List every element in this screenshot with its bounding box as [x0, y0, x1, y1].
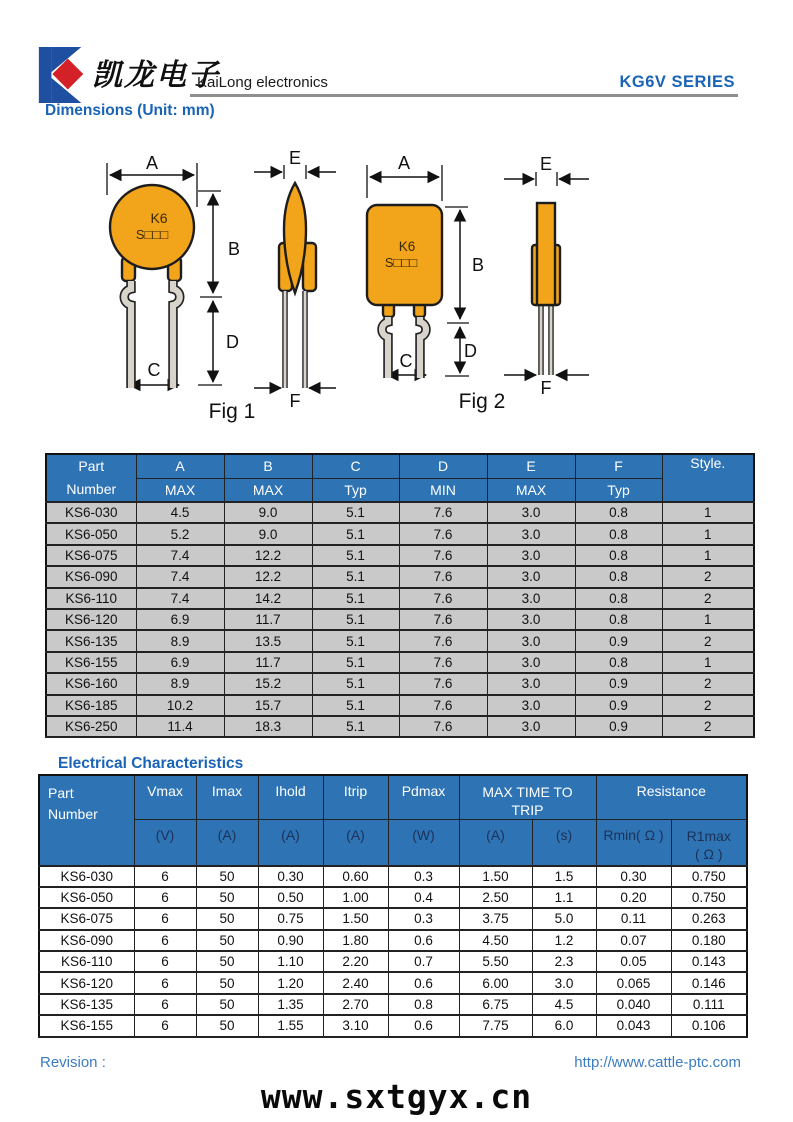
table-row	[39, 1015, 747, 1036]
dimensions-table	[45, 453, 755, 738]
value-cell-f: 0.9	[575, 630, 662, 651]
vmax-cell: 6	[134, 994, 196, 1015]
style-cell: 2	[662, 566, 754, 587]
value-cell-c: 5.1	[312, 588, 399, 609]
value-cell-a: 10.2	[136, 695, 224, 716]
value-cell-e: 3.0	[487, 545, 575, 566]
trip-current-cell: 5.50	[459, 951, 532, 972]
dimensions-table-header	[46, 454, 754, 502]
value-cell-d: 7.6	[399, 716, 487, 737]
unit-trip-time: (s)	[532, 820, 596, 866]
part-number-cell: KS6-185	[46, 695, 136, 716]
part-number-cell: KS6-120	[39, 972, 134, 993]
fig1-front-view	[110, 185, 194, 388]
trip-time-cell: 3.0	[532, 972, 596, 993]
imax-cell: 50	[196, 866, 258, 887]
rmin-cell: 0.05	[596, 951, 671, 972]
value-cell-b: 11.7	[224, 652, 312, 673]
style-cell: 2	[662, 716, 754, 737]
style-cell: 1	[662, 652, 754, 673]
part-number-cell: KS6-160	[46, 673, 136, 694]
value-cell-d: 7.6	[399, 652, 487, 673]
r1max-cell: 0.750	[671, 866, 747, 887]
value-cell-a: 4.5	[136, 502, 224, 523]
part-number-cell: KS6-075	[39, 908, 134, 929]
imax-cell: 50	[196, 887, 258, 908]
part-number-cell: KS6-135	[39, 994, 134, 1015]
fig1-dim-label-c: C	[147, 360, 161, 380]
col-header-itrip: Itrip	[323, 775, 388, 820]
limit-header-a: MAX	[136, 478, 224, 502]
style-cell: 1	[662, 523, 754, 544]
company-name-chinese: 凯龙电子	[92, 59, 220, 92]
style-cell: 2	[662, 673, 754, 694]
value-cell-d: 7.6	[399, 695, 487, 716]
part-number-header	[46, 454, 136, 502]
value-cell-d: 7.6	[399, 609, 487, 630]
electrical-table-header	[39, 775, 747, 866]
company-name-english: KaiLong electronics	[197, 74, 328, 91]
value-cell-a: 8.9	[136, 630, 224, 651]
part-number-cell: KS6-155	[46, 652, 136, 673]
value-cell-f: 0.8	[575, 609, 662, 630]
part-number-cell: KS6-050	[39, 887, 134, 908]
value-cell-e: 3.0	[487, 588, 575, 609]
pdmax-cell: 0.6	[388, 930, 459, 951]
series-title: KG6V SERIES	[619, 73, 735, 91]
company-logo	[38, 47, 88, 103]
part-number-cell: KS6-050	[46, 523, 136, 544]
col-header-imax: Imax	[196, 775, 258, 820]
trip-time-cell: 2.3	[532, 951, 596, 972]
value-cell-a: 7.4	[136, 545, 224, 566]
watermark-text: www.sxtgyx.cn	[260, 1077, 533, 1116]
fig2-dim-label-c: C	[399, 351, 413, 371]
value-cell-c: 5.1	[312, 716, 399, 737]
col-header-c: C	[312, 454, 399, 478]
vmax-cell: 6	[134, 908, 196, 929]
col-header-e: E	[487, 454, 575, 478]
itrip-cell: 3.10	[323, 1015, 388, 1036]
col-header-pdmax: Pdmax	[388, 775, 459, 820]
value-cell-b: 18.3	[224, 716, 312, 737]
trip-current-cell: 4.50	[459, 930, 532, 951]
itrip-cell: 1.80	[323, 930, 388, 951]
fig2-dim-label-a: A	[397, 153, 411, 173]
fig1	[107, 148, 336, 423]
part-number-cell: KS6-120	[46, 609, 136, 630]
rmin-cell: 0.043	[596, 1015, 671, 1036]
value-cell-a: 11.4	[136, 716, 224, 737]
table-row	[46, 630, 754, 651]
col-header-a: A	[136, 454, 224, 478]
part-number-cell: KS6-030	[39, 866, 134, 887]
trip-header	[459, 775, 596, 820]
limit-header-f: Typ	[575, 478, 662, 502]
pdmax-cell: 0.4	[388, 887, 459, 908]
part-number-cell: KS6-090	[39, 930, 134, 951]
vmax-cell: 6	[134, 951, 196, 972]
trip-header-line2: TRIP	[511, 802, 544, 818]
ihold-cell: 1.10	[258, 951, 323, 972]
col-header-ihold: Ihold	[258, 775, 323, 820]
table-row	[46, 502, 754, 523]
table-row	[39, 994, 747, 1015]
rmin-cell: 0.20	[596, 887, 671, 908]
itrip-cell: 2.40	[323, 972, 388, 993]
side-upper-body	[537, 203, 555, 305]
unit-vmax: (V)	[134, 820, 196, 866]
imax-cell: 50	[196, 972, 258, 993]
dimensions-figure	[0, 145, 793, 445]
value-cell-a: 6.9	[136, 609, 224, 630]
table-row	[46, 652, 754, 673]
itrip-cell: 0.60	[323, 866, 388, 887]
value-cell-b: 12.2	[224, 545, 312, 566]
pdmax-cell: 0.7	[388, 951, 459, 972]
fig1-dim-label-f: F	[289, 391, 301, 411]
col-header-d: D	[399, 454, 487, 478]
r1max-header-line1: R1max	[686, 828, 731, 844]
value-cell-c: 5.1	[312, 545, 399, 566]
table-row	[39, 972, 747, 993]
itrip-cell: 1.50	[323, 908, 388, 929]
value-cell-b: 11.7	[224, 609, 312, 630]
limit-header-d: MIN	[399, 478, 487, 502]
imax-cell: 50	[196, 994, 258, 1015]
value-cell-f: 0.9	[575, 673, 662, 694]
table-row	[46, 566, 754, 587]
table-row	[46, 545, 754, 566]
part-number-cell: KS6-030	[46, 502, 136, 523]
ihold-cell: 1.35	[258, 994, 323, 1015]
table-row	[39, 887, 747, 908]
value-cell-e: 3.0	[487, 716, 575, 737]
part-number-header	[39, 775, 134, 866]
col-header-f: F	[575, 454, 662, 478]
vmax-cell: 6	[134, 930, 196, 951]
value-cell-e: 3.0	[487, 652, 575, 673]
ihold-cell: 0.90	[258, 930, 323, 951]
vmax-cell: 6	[134, 1015, 196, 1036]
website-link[interactable]: http://www.cattle-ptc.com	[574, 1054, 741, 1071]
fig1-marking-code: S□□□	[135, 227, 169, 242]
part-number-cell: KS6-155	[39, 1015, 134, 1036]
value-cell-e: 3.0	[487, 523, 575, 544]
table-row	[39, 908, 747, 929]
value-cell-b: 9.0	[224, 523, 312, 544]
table-row	[46, 523, 754, 544]
imax-cell: 50	[196, 930, 258, 951]
part-header-line1: Part	[48, 785, 74, 801]
ihold-cell: 1.20	[258, 972, 323, 993]
value-cell-a: 5.2	[136, 523, 224, 544]
rmin-cell: 0.30	[596, 866, 671, 887]
unit-pdmax: (W)	[388, 820, 459, 866]
value-cell-e: 3.0	[487, 695, 575, 716]
trip-time-cell: 1.5	[532, 866, 596, 887]
value-cell-a: 7.4	[136, 588, 224, 609]
unit-trip-current: (A)	[459, 820, 532, 866]
value-cell-c: 5.1	[312, 566, 399, 587]
value-cell-f: 0.8	[575, 588, 662, 609]
trip-current-cell: 6.00	[459, 972, 532, 993]
rmin-cell: 0.11	[596, 908, 671, 929]
value-cell-c: 5.1	[312, 523, 399, 544]
value-cell-f: 0.8	[575, 566, 662, 587]
fig1-caption: Fig 1	[208, 400, 256, 423]
trip-time-cell: 5.0	[532, 908, 596, 929]
trip-time-cell: 6.0	[532, 1015, 596, 1036]
part-header-line1: Part	[78, 458, 105, 474]
value-cell-f: 0.9	[575, 695, 662, 716]
table-row	[46, 695, 754, 716]
col-header-vmax: Vmax	[134, 775, 196, 820]
value-cell-c: 5.1	[312, 609, 399, 630]
value-cell-f: 0.9	[575, 716, 662, 737]
value-cell-d: 7.6	[399, 630, 487, 651]
value-cell-d: 7.6	[399, 502, 487, 523]
style-cell: 2	[662, 695, 754, 716]
value-cell-d: 7.6	[399, 523, 487, 544]
pdmax-cell: 0.6	[388, 1015, 459, 1036]
value-cell-e: 3.0	[487, 609, 575, 630]
rmin-cell: 0.040	[596, 994, 671, 1015]
itrip-cell: 2.20	[323, 951, 388, 972]
fig2-marking-code: S□□□	[384, 255, 418, 270]
logo-k-mark	[38, 47, 88, 103]
itrip-cell: 1.00	[323, 887, 388, 908]
style-cell: 1	[662, 609, 754, 630]
value-cell-e: 3.0	[487, 630, 575, 651]
trip-current-cell: 7.75	[459, 1015, 532, 1036]
pdmax-cell: 0.6	[388, 972, 459, 993]
fig1-dim-label-e: E	[288, 148, 302, 168]
table-row	[46, 588, 754, 609]
vmax-cell: 6	[134, 866, 196, 887]
section-title-dimensions: Dimensions (Unit: mm)	[45, 102, 215, 119]
style-cell: 1	[662, 545, 754, 566]
table-row	[46, 673, 754, 694]
imax-cell: 50	[196, 1015, 258, 1036]
limit-header-c: Typ	[312, 478, 399, 502]
table-row	[46, 609, 754, 630]
fig1-dim-label-a: A	[145, 153, 159, 173]
itrip-cell: 2.70	[323, 994, 388, 1015]
table-row	[39, 930, 747, 951]
r1max-cell: 0.750	[671, 887, 747, 908]
r1max-cell: 0.143	[671, 951, 747, 972]
trip-current-cell: 1.50	[459, 866, 532, 887]
fig2	[367, 153, 589, 413]
value-cell-e: 3.0	[487, 566, 575, 587]
fig1-marking-k6: K6	[150, 210, 168, 226]
trip-time-cell: 1.1	[532, 887, 596, 908]
r1max-cell: 0.180	[671, 930, 747, 951]
value-cell-e: 3.0	[487, 673, 575, 694]
r1max-cell: 0.146	[671, 972, 747, 993]
value-cell-e: 3.0	[487, 502, 575, 523]
pdmax-cell: 0.3	[388, 908, 459, 929]
revision-label: Revision :	[40, 1054, 106, 1071]
value-cell-c: 5.1	[312, 502, 399, 523]
value-cell-f: 0.8	[575, 545, 662, 566]
ihold-cell: 1.55	[258, 1015, 323, 1036]
ihold-cell: 0.50	[258, 887, 323, 908]
trip-current-cell: 6.75	[459, 994, 532, 1015]
value-cell-d: 7.6	[399, 673, 487, 694]
pdmax-cell: 0.8	[388, 994, 459, 1015]
style-header: Style.	[662, 454, 754, 502]
value-cell-c: 5.1	[312, 652, 399, 673]
value-cell-a: 7.4	[136, 566, 224, 587]
part-number-cell: KS6-110	[39, 951, 134, 972]
part-header-line2: Number	[66, 481, 117, 497]
rmin-cell: 0.065	[596, 972, 671, 993]
col-header-b: B	[224, 454, 312, 478]
part-number-cell: KS6-135	[46, 630, 136, 651]
r1max-cell: 0.106	[671, 1015, 747, 1036]
style-cell: 2	[662, 630, 754, 651]
vmax-cell: 6	[134, 972, 196, 993]
value-cell-a: 6.9	[136, 652, 224, 673]
style-cell: 1	[662, 502, 754, 523]
table-row	[39, 866, 747, 887]
fig1-side-view	[254, 165, 336, 388]
table-row	[46, 716, 754, 737]
fig2-dim-label-d: D	[464, 341, 477, 361]
part-header-line2: Number	[48, 806, 98, 822]
value-cell-d: 7.6	[399, 545, 487, 566]
value-cell-f: 0.8	[575, 523, 662, 544]
fig1-dim-label-b: B	[228, 239, 241, 259]
value-cell-c: 5.1	[312, 695, 399, 716]
value-cell-f: 0.8	[575, 652, 662, 673]
vmax-cell: 6	[134, 887, 196, 908]
value-cell-f: 0.8	[575, 502, 662, 523]
part-number-cell: KS6-110	[46, 588, 136, 609]
trip-time-cell: 1.2	[532, 930, 596, 951]
rmin-cell: 0.07	[596, 930, 671, 951]
value-cell-b: 15.7	[224, 695, 312, 716]
fig2-dim-label-f: F	[540, 378, 552, 398]
value-cell-d: 7.6	[399, 588, 487, 609]
unit-ihold: (A)	[258, 820, 323, 866]
ihold-cell: 0.30	[258, 866, 323, 887]
fig2-caption: Fig 2	[458, 390, 506, 413]
r1max-header-line2: ( Ω )	[694, 846, 723, 862]
value-cell-b: 15.2	[224, 673, 312, 694]
trip-time-cell: 4.5	[532, 994, 596, 1015]
resistance-header: Resistance	[596, 775, 747, 820]
rmin-header: Rmin( Ω )	[596, 820, 671, 866]
value-cell-c: 5.1	[312, 630, 399, 651]
trip-current-cell: 2.50	[459, 887, 532, 908]
unit-itrip: (A)	[323, 820, 388, 866]
style-cell: 2	[662, 588, 754, 609]
unit-imax: (A)	[196, 820, 258, 866]
value-cell-c: 5.1	[312, 673, 399, 694]
header-divider	[190, 94, 738, 97]
part-number-cell: KS6-250	[46, 716, 136, 737]
value-cell-b: 12.2	[224, 566, 312, 587]
ihold-cell: 0.75	[258, 908, 323, 929]
r1max-cell: 0.263	[671, 908, 747, 929]
fig2-dim-label-b: B	[472, 255, 485, 275]
part-number-cell: KS6-090	[46, 566, 136, 587]
value-cell-d: 7.6	[399, 566, 487, 587]
r1max-header	[671, 820, 747, 866]
value-cell-b: 13.5	[224, 630, 312, 651]
trip-header-line1: MAX TIME TO	[482, 784, 573, 800]
fig2-side-view	[504, 172, 589, 375]
value-cell-b: 9.0	[224, 502, 312, 523]
table-row	[39, 951, 747, 972]
limit-header-b: MAX	[224, 478, 312, 502]
value-cell-b: 14.2	[224, 588, 312, 609]
value-cell-a: 8.9	[136, 673, 224, 694]
r1max-cell: 0.111	[671, 994, 747, 1015]
fig2-dim-label-e: E	[539, 154, 553, 174]
limit-header-e: MAX	[487, 478, 575, 502]
imax-cell: 50	[196, 908, 258, 929]
section-title-electrical: Electrical Characteristics	[58, 755, 244, 772]
part-number-cell: KS6-075	[46, 545, 136, 566]
electrical-table	[38, 774, 748, 1038]
imax-cell: 50	[196, 951, 258, 972]
fig2-marking-k6: K6	[398, 239, 416, 254]
pdmax-cell: 0.3	[388, 866, 459, 887]
fig1-dim-label-d: D	[226, 332, 239, 352]
trip-current-cell: 3.75	[459, 908, 532, 929]
